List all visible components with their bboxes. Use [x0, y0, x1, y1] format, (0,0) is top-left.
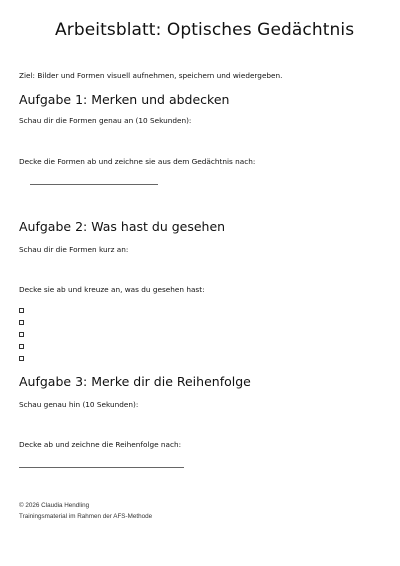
task-3-followup: Decke ab und zeichne die Reihenfolge nach: [19, 440, 182, 449]
checkbox-1[interactable] [19, 308, 24, 313]
drawing-line [19, 467, 184, 468]
footer-copyright: © 2026 Claudia Hendling [19, 502, 90, 509]
footer-note: Trainingsmaterial im Rahmen der AFS-Methode [19, 513, 153, 520]
task-1-instruction: Schau dir die Formen genau an (10 Sekunden): [19, 116, 192, 125]
task-1-heading: Aufgabe 1: Merken und abdecken [19, 92, 230, 107]
task-3-instruction: Schau genau hin (10 Sekunden): [19, 400, 139, 409]
checkbox-4[interactable] [19, 344, 24, 349]
drawing-line [30, 184, 158, 185]
task-1-followup: Decke die Formen ab und zeichne sie aus dem Gedächtnis nach: [19, 157, 256, 166]
task-2-heading: Aufgabe 2: Was hast du gesehen [19, 219, 226, 234]
checkbox-5[interactable] [19, 356, 24, 361]
checkbox-2[interactable] [19, 320, 24, 325]
task-2-followup: Decke sie ab und kreuze an, was du gesehen hast: [19, 285, 205, 294]
checkbox-3[interactable] [19, 332, 24, 337]
task-3-heading: Aufgabe 3: Merke dir die Reihenfolge [19, 374, 251, 389]
page-title: Arbeitsblatt: Optisches Gedächtnis [55, 20, 355, 40]
task-2-instruction: Schau dir die Formen kurz an: [19, 245, 129, 254]
goal-text: Ziel: Bilder und Formen visuell aufnehmen, speichern und wiedergeben. [19, 71, 283, 80]
